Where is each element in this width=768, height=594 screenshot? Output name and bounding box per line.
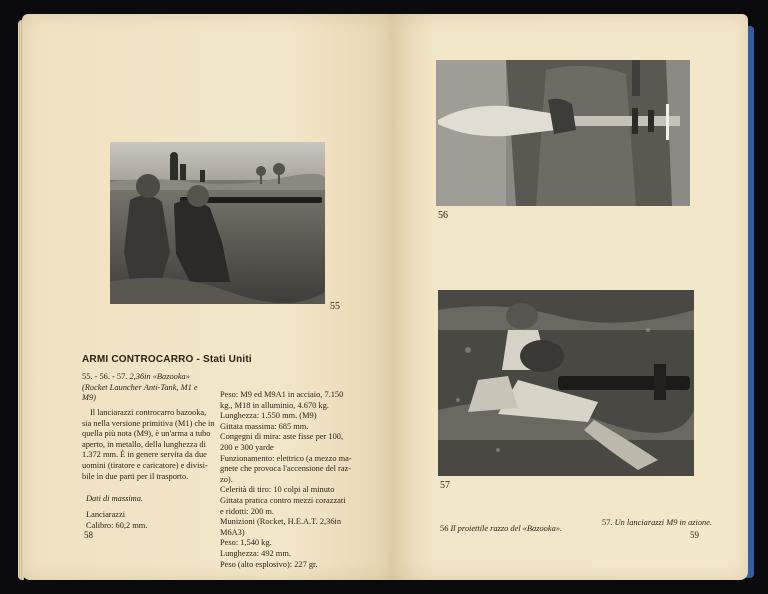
caption-57 <box>602 518 742 529</box>
spec-line: Celerità di tiro: 10 colpi al minuto <box>220 485 335 495</box>
spec-line: zo). <box>220 474 233 484</box>
body-line: 1.372 mm. È in genere servita da due <box>82 450 207 460</box>
photo-soldiers-prone-icon <box>438 290 694 476</box>
spec-line: Lunghezza: 1.550 mm. (M9) <box>220 411 317 421</box>
heading-block <box>82 372 232 404</box>
body-line: aperto, in metallo, della lunghezza di <box>82 439 206 449</box>
spec-line: Peso: M9 ed M9A1 in acciaio, 7.150 <box>220 390 344 399</box>
photo-57-prone-soldiers <box>438 290 694 476</box>
figure-number-56: 56 <box>438 210 448 221</box>
section-title: ARMI CONTROCARRO - Stati Uniti <box>82 354 252 365</box>
spec-line: Funzionamento: elettrico (a mezzo ma- <box>220 453 352 463</box>
figure-number-55: 55 <box>330 301 340 312</box>
spec-line: Peso: 1,540 kg. <box>220 538 272 548</box>
spec-line: Congegni di mira: aste fisse per 100, <box>220 432 344 442</box>
body-line: bile in due parti per il trasporto. <box>82 471 189 481</box>
spec-line: M6A3) <box>220 527 245 537</box>
spec-line: Lunghezza: 492 mm. <box>220 548 291 558</box>
heading-italic-2: (Rocket Launcher Anti-Tank, M1 e <box>82 382 198 392</box>
spec-line: Gittata pratica contro mezzi corazzati <box>220 495 346 505</box>
spec-block <box>220 390 370 570</box>
page-number-left: 58 <box>84 530 93 540</box>
caption-57-number: 57. <box>602 518 613 527</box>
heading-italic-1: 2,36in «Bazooka» <box>129 372 190 381</box>
book-spread <box>18 14 750 584</box>
photo-55-soldiers-firing-bazooka <box>110 142 325 304</box>
right-page <box>392 14 748 580</box>
body-line: quella più nota (M9), è un'arma a tubo <box>82 429 211 439</box>
spec-line: gnete che provoca l'accensione del raz- <box>220 464 352 474</box>
heading-numbers: 55. - 56. - 57. <box>82 372 128 381</box>
caption-57-text: Un lanciarazzi M9 in azione. <box>614 518 713 527</box>
data-block <box>86 510 216 531</box>
spec-line: 200 e 300 yarde <box>220 442 274 452</box>
body-line: uomini (tiratore e caricatore) e divisi- <box>82 460 208 470</box>
data-line: Calibro: 60,2 mm. <box>86 520 148 530</box>
figure-number-57: 57 <box>440 480 450 491</box>
spec-line: e ridotti: 200 m. <box>220 506 274 516</box>
photo-rocket-projectile-icon <box>436 60 690 206</box>
heading-italic-3: M9) <box>82 393 96 403</box>
photo-soldiers-bazooka-icon <box>110 142 325 304</box>
spec-line: Gittata massima: 685 mm. <box>220 421 309 431</box>
body-line: sia nella versione primitiva (M1) che in <box>82 418 215 428</box>
spec-line: Peso (alto esplosivo): 227 gr. <box>220 559 318 569</box>
data-heading: Dati di massima. <box>86 494 144 503</box>
page-number-right: 59 <box>690 530 699 540</box>
photo-56-rocket-projectile <box>436 60 690 206</box>
data-line: Lanciarazzi <box>86 510 126 519</box>
body-text <box>82 408 232 482</box>
spec-line: Munizioni (Rocket, H.E.A.T. 2,36in <box>220 517 342 527</box>
spec-line: kg., M18 in alluminio, 4.670 kg. <box>220 400 329 410</box>
caption-56 <box>440 524 600 535</box>
left-page <box>22 14 392 580</box>
caption-56-text: Il proiettile razzo del «Bazooka». <box>450 524 563 533</box>
body-line: Il lanciarazzi controcarro bazooka, <box>90 408 207 417</box>
caption-56-number: 56 <box>440 524 449 533</box>
